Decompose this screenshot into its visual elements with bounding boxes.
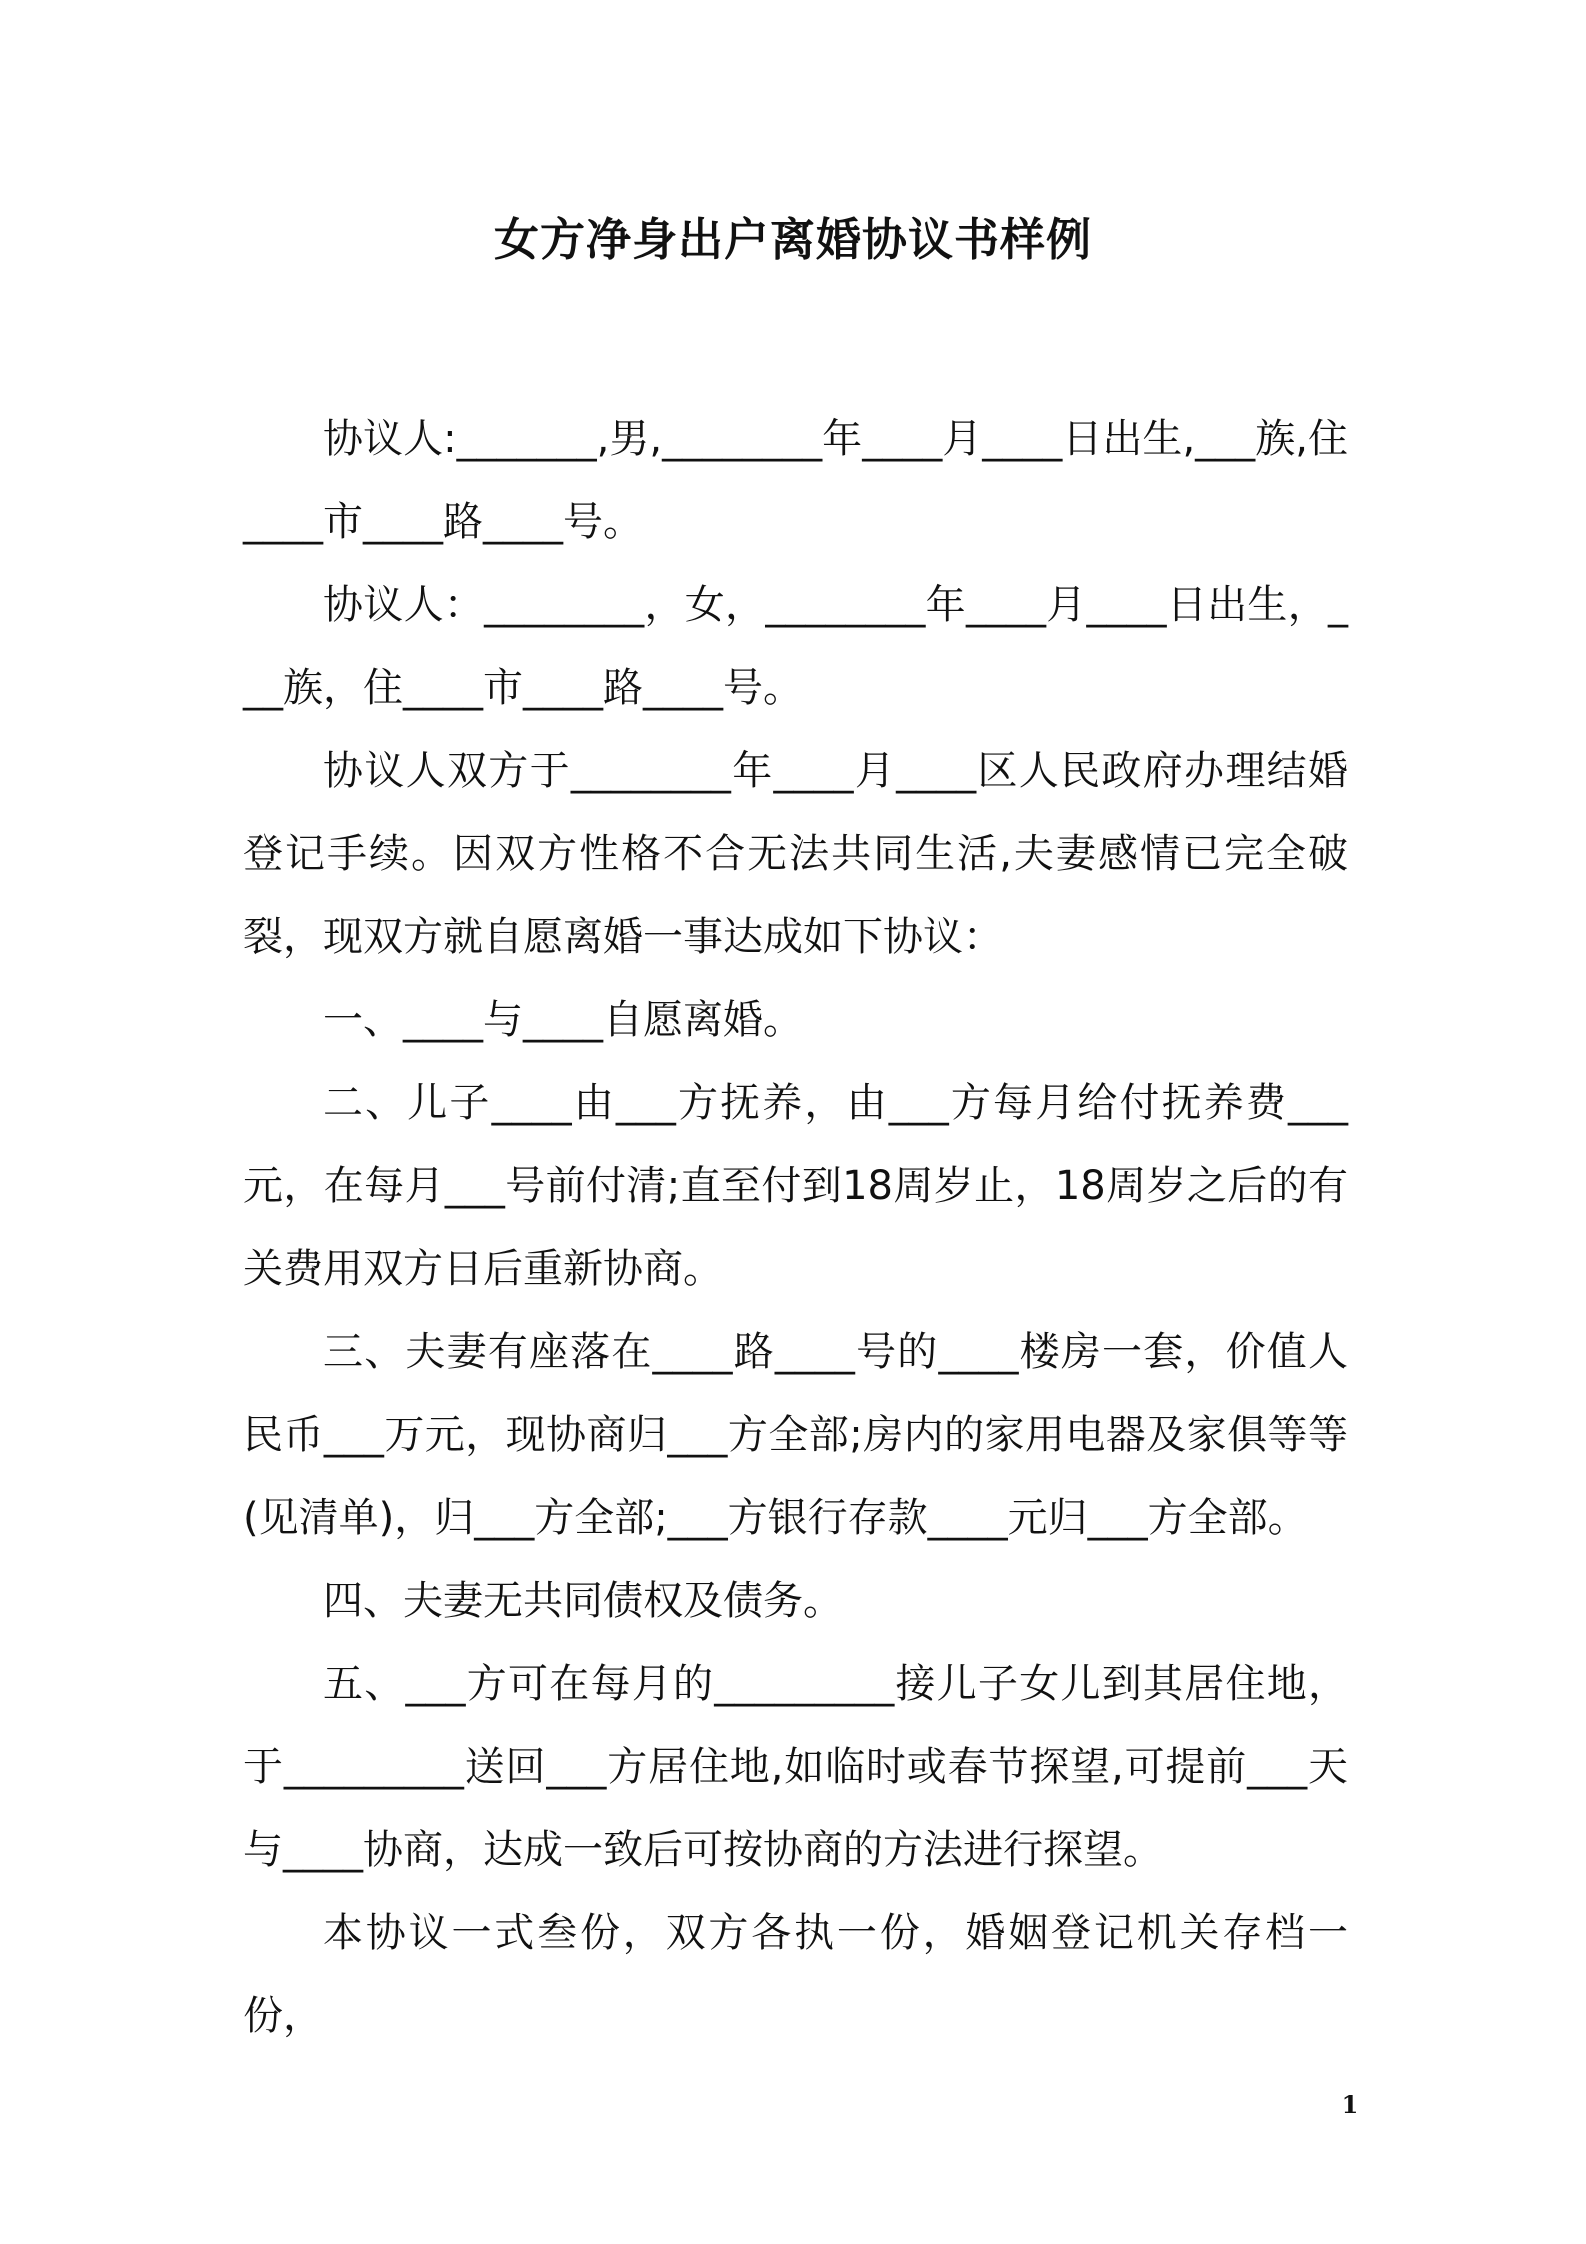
clause-2: 二、儿子____由___方抚养，由___方每月给付抚养费___元，在每月___号前付清;直至付到18周岁止，18周岁之后的有关费用双方日后重新协商。	[243, 1080, 1348, 1292]
page-number: 1	[1341, 2090, 1359, 2119]
clause-5: 五、___方可在每月的_________接儿子女儿到其居住地，于_________送回___方居住地,如临时或春节探望,可提前___天与____协商，达成一致后可按协商的方法进行探望。	[243, 1661, 1348, 1873]
paragraph-marriage-background: 协议人双方于________年____月____区人民政府办理结婚登记手续。因双方性格不合无法共同生活,夫妻感情已完全破裂，现双方就自愿离婚一事达成如下协议：	[243, 748, 1348, 960]
document-body	[243, 398, 1348, 2058]
clause-4: 四、夫妻无共同债权及债务。	[323, 1578, 843, 1624]
paragraph-party-female: 协议人：________，女，________年____月____日出生，___族，住____市____路____号。	[243, 582, 1348, 711]
paragraph-party-male: 协议人:_______,男,________年____月____日出生,___族,住____市____路____号。	[243, 416, 1348, 545]
document-title: 女方净身出户离婚协议书样例	[493, 213, 1092, 266]
clause-1: 一、____与____自愿离婚。	[323, 997, 803, 1043]
clause-3: 三、夫妻有座落在____路____号的____楼房一套，价值人民币___万元，现协商归___方全部;房内的家用电器及家俱等等(见清单)，归___方全部;___方银行存款____元归___方全部。	[243, 1329, 1348, 1541]
paragraph-copies: 本协议一式叁份，双方各执一份，婚姻登记机关存档一份，	[243, 1910, 1348, 2039]
